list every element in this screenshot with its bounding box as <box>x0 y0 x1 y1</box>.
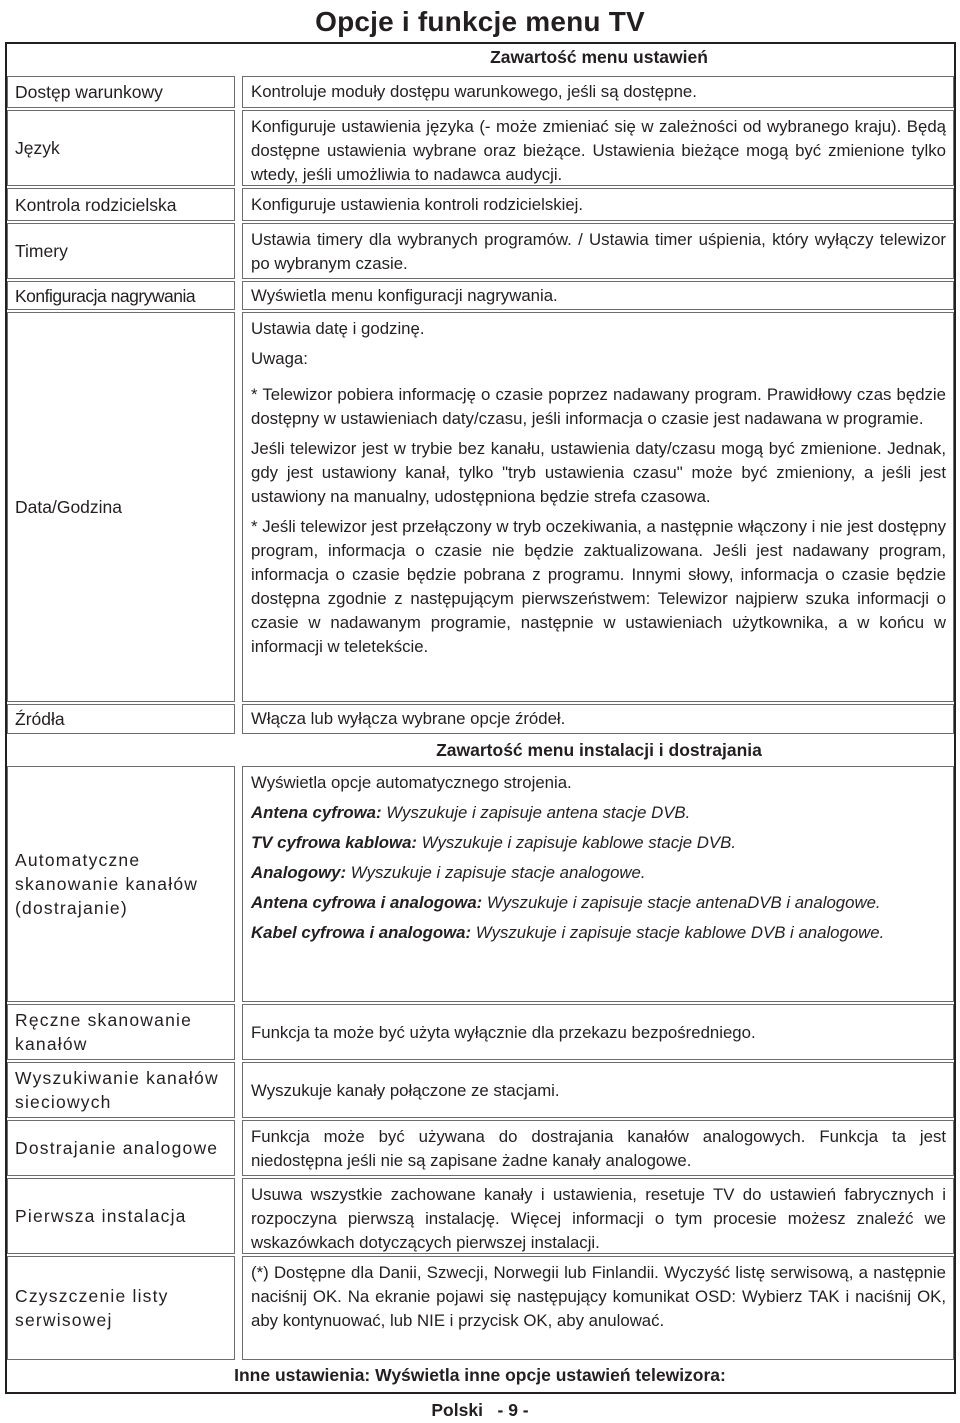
label-manual-scan: Ręczne skanowanie kanałów <box>7 1004 235 1060</box>
auto-scan-item-dvbt-analog-term: Antena cyfrowa i analogowa: <box>251 893 483 912</box>
install-menu-header: Zawartość menu instalacji i dostrajania <box>436 740 762 760</box>
desc-clear-service-list-text: (*) Dostępne dla Danii, Szwecji, Norwegii lub Finlandii. Wyczyść listę serwisową, a następnie naciśnij OK. Na ekranie pojawi się następujący komunikat OSD: Wybierz TAK i naciśnij OK, aby kontynuować, lub NIE i przycisk OK, aby anulować. <box>251 1263 946 1330</box>
auto-scan-item-dvbc <box>251 831 946 855</box>
desc-sources <box>242 704 954 734</box>
label-first-install: Pierwsza instalacja <box>7 1178 235 1254</box>
date-time-p4: Jeśli telewizor jest w trybie bez kanału, ustawienia daty/czasu mogą być zmienione. Jednak, gdy jest ustawiony kanał, tylko "tryb ustawienia czasu" może być zmieniony, a jeśli jest ustawiony na manualny, udostępniona będzie strefa czasowa. <box>251 439 946 506</box>
desc-network-scan <box>242 1062 954 1118</box>
other-settings-note: Inne ustawienia: Wyświetla inne opcje ustawień telewizora: <box>234 1365 726 1385</box>
auto-scan-item-dvbt-analog-text: Wyszukuje i zapisuje stacje antenaDVB i analogowe. <box>482 893 881 912</box>
desc-first-install <box>242 1178 954 1254</box>
label-recording-config: Konfiguracja nagrywania <box>7 281 235 310</box>
auto-scan-item-dvbc-analog <box>251 921 946 945</box>
auto-scan-item-analog-text: Wyszukuje i zapisuje stacje analogowe. <box>346 863 646 882</box>
desc-date-time <box>242 312 954 702</box>
desc-recording-config-text: Wyświetla menu konfiguracji nagrywania. <box>251 286 558 305</box>
desc-language <box>242 110 954 186</box>
auto-scan-item-analog <box>251 861 946 885</box>
desc-sources-text: Włącza lub wyłącza wybrane opcje źródeł. <box>251 709 566 728</box>
auto-scan-intro: Wyświetla opcje automatycznego strojenia. <box>251 773 572 792</box>
desc-analog-fine-tune <box>242 1120 954 1176</box>
desc-network-scan-text: Wyszukuje kanały połączone ze stacjami. <box>251 1081 560 1100</box>
desc-first-install-text: Usuwa wszystkie zachowane kanały i ustawienia, resetuje TV do ustawień fabrycznych i rozpoczyna pierwszą instalację. Więcej informacji o tym procesie możesz znaleźć we wskazówkach dotyczących pierwszej instalacji. <box>251 1185 946 1252</box>
label-parental-control: Kontrola rodzicielska <box>7 188 235 221</box>
auto-scan-item-dvbt-analog <box>251 891 946 915</box>
desc-analog-fine-tune-text: Funkcja może być używana do dostrajania kanałów analogowych. Funkcja ta jest niedostępna jeśli nie są zapisane żadne kanały analogowe. <box>251 1127 946 1170</box>
auto-scan-item-dvbt-text: Wyszukuje i zapisuje antena stacje DVB. <box>381 803 691 822</box>
auto-scan-item-dvbc-term: TV cyfrowa kablowa: <box>251 833 417 852</box>
desc-parental-control-text: Konfiguruje ustawienia kontroli rodzicielskiej. <box>251 195 584 214</box>
auto-scan-item-dvbc-text: Wyszukuje i zapisuje kablowe stacje DVB. <box>417 833 736 852</box>
label-timers: Timery <box>7 223 235 279</box>
desc-auto-scan <box>242 766 954 1002</box>
label-analog-fine-tune: Dostrajanie analogowe <box>7 1120 235 1176</box>
auto-scan-item-dvbc-analog-term: Kabel cyfrowa i analogowa: <box>251 923 472 942</box>
date-time-p2: Uwaga: <box>251 349 308 368</box>
date-time-p1: Ustawia datę i godzinę. <box>251 319 425 338</box>
desc-recording-config <box>242 281 954 310</box>
auto-scan-item-dvbt-term: Antena cyfrowa: <box>251 803 382 822</box>
page-title: Opcje i funkcje menu TV <box>315 6 645 37</box>
desc-manual-scan-text: Funkcja ta może być użyta wyłącznie dla przekazu bezpośredniego. <box>251 1023 756 1042</box>
desc-language-text: Konfiguruje ustawienia języka (- może zmieniać się w zależności od wybranego kraju). Będą dostępne ustawienia wybrane oraz bieżące. Ustawienia bieżące mogą być zmienione tylko wtedy, jeśli umożliwia to nadawca audycji. <box>251 117 946 184</box>
desc-conditional-access-text: Kontroluje moduły dostępu warunkowego, jeśli są dostępne. <box>251 82 697 101</box>
label-auto-scan: Automatyczne skanowanie kanałów (dostrajanie) <box>7 766 235 1002</box>
label-language: Język <box>7 110 235 186</box>
label-network-scan: Wyszukiwanie kanałów sieciowych <box>7 1062 235 1118</box>
desc-manual-scan <box>242 1004 954 1060</box>
auto-scan-item-dvbt <box>251 801 946 825</box>
label-clear-service-list: Czyszczenie listy serwisowej <box>7 1256 235 1360</box>
label-date-time: Data/Godzina <box>7 312 235 702</box>
desc-timers <box>242 223 954 279</box>
label-sources: Źródła <box>7 704 235 734</box>
label-conditional-access: Dostęp warunkowy <box>7 76 235 108</box>
date-time-p3: * Telewizor pobiera informację o czasie poprzez nadawany program. Prawidłowy czas będzie dostępny w ustawieniach daty/czasu, jeśli informacja o czasie jest nadawana w programie. <box>251 385 946 428</box>
settings-menu-header: Zawartość menu ustawień <box>490 47 708 67</box>
page-footer: Polski - 9 - <box>431 1400 529 1420</box>
date-time-p5: * Jeśli telewizor jest przełączony w tryb oczekiwania, a następnie włączony i nie jest dostępny program, informacja o czasie nie będzie zaktualizowana. Jeśli jest nadawany program, informacja o czasie będzie pobrana z programu. Innymi słowy, informacja o czasie będzie dostępna zgodnie z następującym pierwszeństwem: Telewizor najpierw szuka informacji o czasie w nadawanym programie, następnie w ustawieniach użytkownika, a w końcu w informacji w teletekście. <box>251 517 946 656</box>
desc-parental-control <box>242 188 954 221</box>
desc-clear-service-list <box>242 1256 954 1360</box>
auto-scan-item-dvbc-analog-text: Wyszukuje i zapisuje stacje kablowe DVB i analogowe. <box>471 923 885 942</box>
desc-conditional-access <box>242 76 954 108</box>
desc-timers-text: Ustawia timery dla wybranych programów. / Ustawia timer uśpienia, który wyłączy telewizor po wybranym czasie. <box>251 230 946 273</box>
auto-scan-item-analog-term: Analogowy: <box>251 863 347 882</box>
